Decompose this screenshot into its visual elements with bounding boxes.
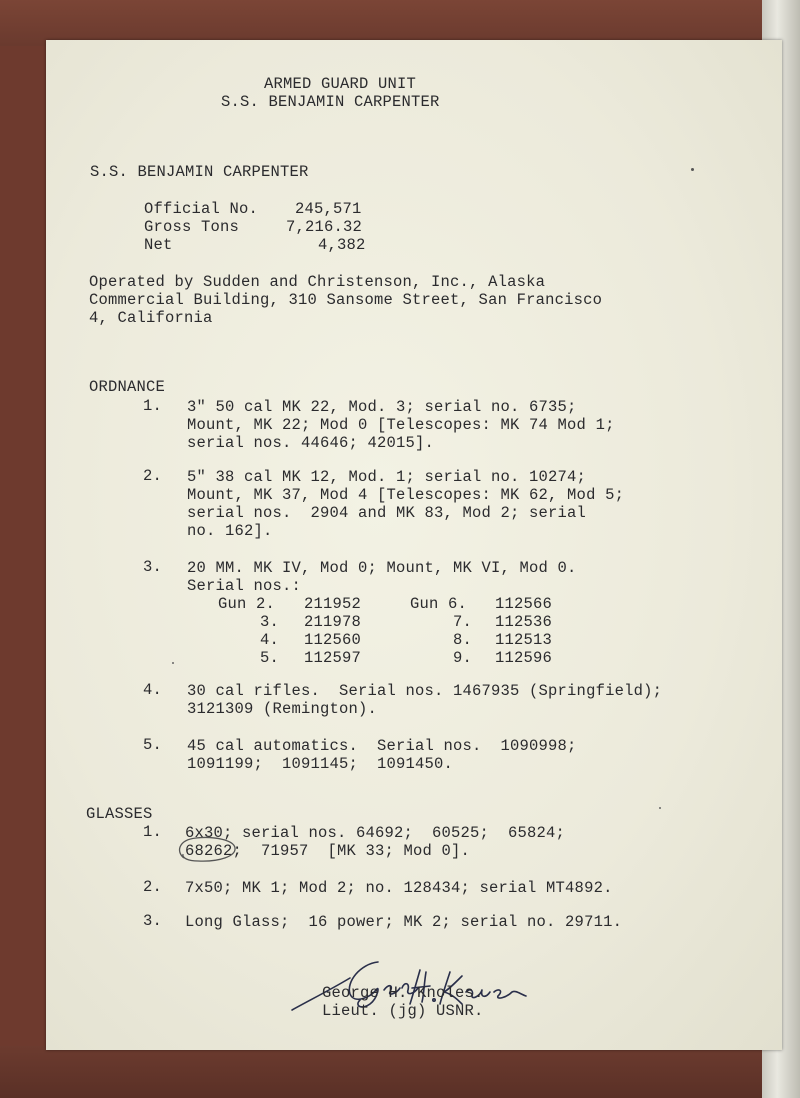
gun-serial: 211952 [304,595,362,613]
net-value: 4,382 [318,236,366,254]
header-ship: S.S. BENJAMIN CARPENTER [221,93,440,111]
pencil-circle-mark [174,834,240,866]
glasses-heading: GLASSES [86,805,153,823]
gross-value: 7,216.32 [286,218,363,236]
ordnance-item-5-line-2: 1091199; 1091145; 1091450. [187,755,454,773]
paper-speck [172,662,174,664]
binder-bottom-edge [0,1046,800,1098]
gun-label: 8. [453,631,473,649]
glasses-item-2-line-1: 7x50; MK 1; Mod 2; no. 128434; serial MT4892. [185,879,613,897]
ordnance-item-1-num: 1. [143,397,163,415]
gun-serial: 112560 [304,631,362,649]
glasses-item-1-line-2: 68262; 71957 [MK 33; Mod 0]. [185,842,471,860]
gun-serial: 112566 [495,595,553,613]
glasses-item-2-num: 2. [143,878,163,896]
ordnance-item-2-line-4: no. 162]. [187,522,273,540]
net-label: Net [144,236,173,254]
gun-label: 9. [453,649,473,667]
gun-serial: 112597 [304,649,362,667]
ordnance-item-4-num: 4. [143,681,163,699]
gun-serial: 112536 [495,613,553,631]
official-value: 245,571 [295,200,362,218]
gun-label: 3. [260,613,280,631]
ordnance-item-3-num: 3. [143,558,163,576]
operator-line-3: 4, California [89,309,213,327]
ordnance-item-3-line-2: Serial nos.: [187,577,302,595]
gross-label: Gross Tons [144,218,240,236]
document-page [46,40,782,1050]
ordnance-heading: ORDNANCE [89,378,166,396]
glasses-item-1-num: 1. [143,823,163,841]
header-unit: ARMED GUARD UNIT [264,75,417,93]
ordnance-item-2-line-1: 5" 38 cal MK 12, Mod. 1; serial no. 10274; [187,468,587,486]
glasses-item-1-line-1: 6x30; serial nos. 64692; 60525; 65824; [185,824,566,842]
gun-serial: 211978 [304,613,362,631]
glasses-item-3-num: 3. [143,912,163,930]
official-label: Official No. [144,200,259,218]
ordnance-item-1-line-2: Mount, MK 22; Mod 0 [Telescopes: MK 74 Mod 1; [187,416,615,434]
ordnance-item-4-line-1: 30 cal rifles. Serial nos. 1467935 (Springfield); [187,682,663,700]
gun-label: Gun 6. [410,595,468,613]
gun-label: 7. [453,613,473,631]
ordnance-item-2-line-2: Mount, MK 37, Mod 4 [Telescopes: MK 62, Mod 5; [187,486,625,504]
paper-speck [691,168,694,171]
gun-serial: 112513 [495,631,553,649]
ordnance-item-5-num: 5. [143,736,163,754]
gun-label: 4. [260,631,280,649]
signer-rank: Lieut. (jg) USNR. [322,1002,484,1020]
ordnance-item-2-num: 2. [143,467,163,485]
ordnance-item-2-line-3: serial nos. 2904 and MK 83, Mod 2; serial [187,504,587,522]
ordnance-item-3-line-1: 20 MM. MK IV, Mod 0; Mount, MK VI, Mod 0. [187,559,577,577]
gun-label: Gun 2. [218,595,276,613]
ordnance-item-1-line-1: 3" 50 cal MK 22, Mod. 3; serial no. 6735; [187,398,577,416]
signer-name: George H. Knoles. [322,984,484,1002]
gun-serial: 112596 [495,649,553,667]
ordnance-item-1-line-3: serial nos. 44646; 42015]. [187,434,435,452]
ordnance-item-4-line-2: 3121309 (Remington). [187,700,378,718]
gun-label: 5. [260,649,280,667]
vessel-name: S.S. BENJAMIN CARPENTER [90,163,309,181]
operator-line-1: Operated by Sudden and Christenson, Inc., Alaska [89,273,546,291]
operator-line-2: Commercial Building, 310 Sansome Street, San Francisco [89,291,603,309]
glasses-item-3-line-1: Long Glass; 16 power; MK 2; serial no. 29711. [185,913,623,931]
ordnance-item-5-line-1: 45 cal automatics. Serial nos. 1090998; [187,737,577,755]
paper-speck [659,807,661,809]
